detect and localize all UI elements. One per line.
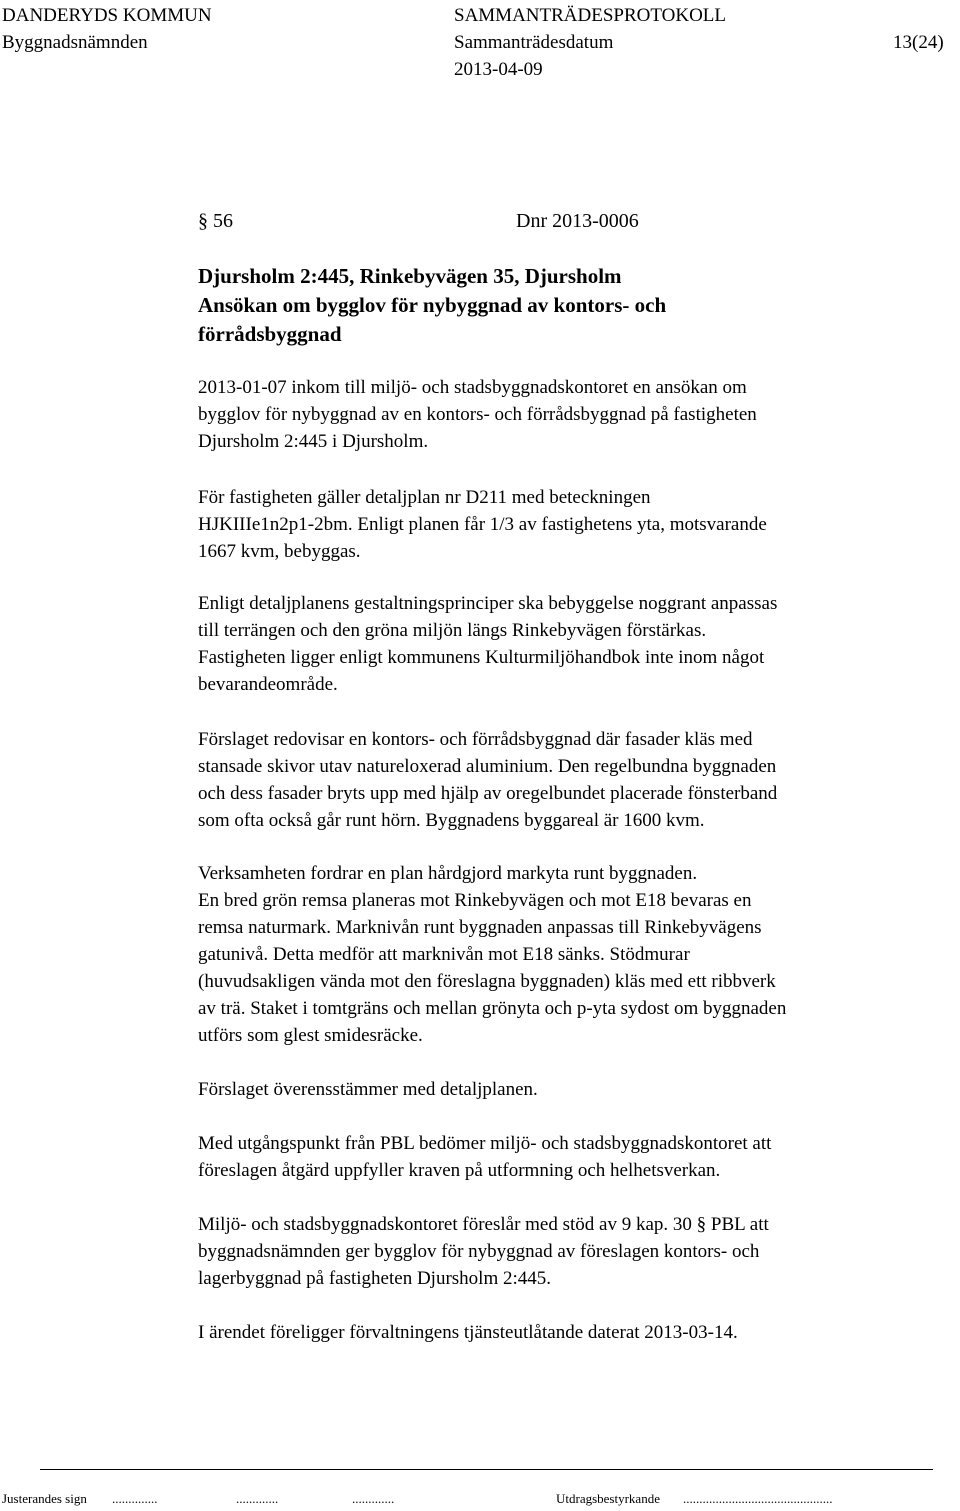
paragraph-line: Djursholm 2:445 i Djursholm.	[198, 431, 429, 452]
paragraph-line: Enligt detaljplanens gestaltningsprinciper ska bebyggelse noggrant anpassas	[198, 593, 778, 614]
paragraph-3	[198, 590, 918, 698]
paragraph-line: 2013-01-07 inkom till miljö- och stadsbyggnadskontoret en ansökan om	[198, 377, 747, 398]
footer-sign-dots-3: .............	[352, 1491, 395, 1506]
paragraph-line: Med utgångspunkt från PBL bedömer miljö- och stadsbyggnadskontoret att	[198, 1133, 772, 1154]
header-date: 2013-04-09	[454, 59, 543, 80]
header-board: Byggnadsnämnden	[2, 32, 148, 53]
paragraph-line: och dess fasader bryts upp med hjälp av oregelbundet placerade fönsterband	[198, 783, 778, 804]
paragraph-8	[198, 1211, 918, 1292]
paragraph-line: av trä. Staket i tomtgräns och mellan grönyta och p-yta sydost om byggnaden	[198, 998, 787, 1019]
paragraph-line: bevarandeområde.	[198, 674, 338, 695]
paragraph-line: lagerbyggnad på fastigheten Djursholm 2:445.	[198, 1268, 552, 1289]
paragraph-line: I ärendet föreligger förvaltningens tjänsteutlåtande daterat 2013-03-14.	[198, 1322, 738, 1343]
case-paragraph-number: § 56	[198, 210, 233, 232]
footer-sign-label: Justerandes sign	[2, 1491, 87, 1506]
paragraph-line: Fastigheten ligger enligt kommunens Kulturmiljöhandbok inte inom något	[198, 647, 765, 668]
paragraph-2	[198, 484, 918, 565]
paragraph-line: bygglov för nybyggnad av en kontors- och förrådsbyggnad på fastigheten	[198, 404, 757, 425]
paragraph-9	[198, 1319, 918, 1346]
paragraph-6	[198, 1076, 918, 1103]
header-doc-type: SAMMANTRÄDESPROTOKOLL	[454, 5, 727, 26]
paragraph-line: som ofta också går runt hörn. Byggnadens byggareal är 1600 kvm.	[198, 810, 705, 831]
case-title-line-3: förrådsbyggnad	[198, 322, 342, 346]
paragraph-line: utförs som glest smidesräcke.	[198, 1025, 423, 1046]
paragraph-line: (huvudsakligen vända mot den föreslagna byggnaden) kläs med ett ribbverk	[198, 971, 776, 992]
paragraph-7	[198, 1130, 918, 1184]
footer-extract-dots: ..............................................	[683, 1491, 833, 1506]
footer-sign-dots-2: .............	[236, 1491, 279, 1506]
footer-sign-dots-1: ..............	[112, 1491, 158, 1506]
paragraph-line: 1667 kvm, bebyggas.	[198, 541, 361, 562]
paragraph-line: Förslaget redovisar en kontors- och förrådsbyggnad där fasader kläs med	[198, 729, 753, 750]
paragraph-line: stansade skivor utav natureloxerad aluminium. Den regelbundna byggnaden	[198, 756, 777, 777]
paragraph-line: För fastigheten gäller detaljplan nr D211 med beteckningen	[198, 487, 651, 508]
paragraph-line: Förslaget överensstämmer med detaljplanen.	[198, 1079, 538, 1100]
footer-extract-label: Utdragsbestyrkande	[556, 1491, 660, 1506]
header-date-label: Sammanträdesdatum	[454, 32, 614, 53]
paragraph-line: gatunivå. Detta medför att marknivån mot E18 sänks. Stödmurar	[198, 944, 690, 965]
footer-rule	[40, 1469, 933, 1470]
paragraph-line: Miljö- och stadsbyggnadskontoret föreslår med stöd av 9 kap. 30 § PBL att	[198, 1214, 769, 1235]
case-dnr: Dnr 2013-0006	[516, 210, 639, 232]
paragraph-line: HJKIIIe1n2p1-2bm. Enligt planen får 1/3 av fastighetens yta, motsvarande	[198, 514, 767, 535]
paragraph-5	[198, 860, 918, 1049]
case-title-line-2: Ansökan om bygglov för nybyggnad av kontors- och	[198, 293, 667, 317]
header-page-number: 13(24)	[893, 32, 944, 53]
header-org: DANDERYDS KOMMUN	[2, 5, 212, 26]
case-title-line-1: Djursholm 2:445, Rinkebyvägen 35, Djursholm	[198, 264, 622, 288]
paragraph-line: till terrängen och den gröna miljön längs Rinkebyvägen förstärkas.	[198, 620, 707, 641]
paragraph-line: En bred grön remsa planeras mot Rinkebyvägen och mot E18 bevaras en	[198, 890, 752, 911]
paragraph-4	[198, 726, 918, 834]
paragraph-line: Verksamheten fordrar en plan hårdgjord markyta runt byggnaden.	[198, 863, 698, 884]
paragraph-line: byggnadsnämnden ger bygglov för nybyggnad av föreslagen kontors- och	[198, 1241, 760, 1262]
paragraph-line: föreslagen åtgärd uppfyller kraven på utformning och helhetsverkan.	[198, 1160, 721, 1181]
paragraph-line: remsa naturmark. Marknivån runt byggnaden anpassas till Rinkebyvägens	[198, 917, 762, 938]
paragraph-1	[198, 374, 918, 455]
